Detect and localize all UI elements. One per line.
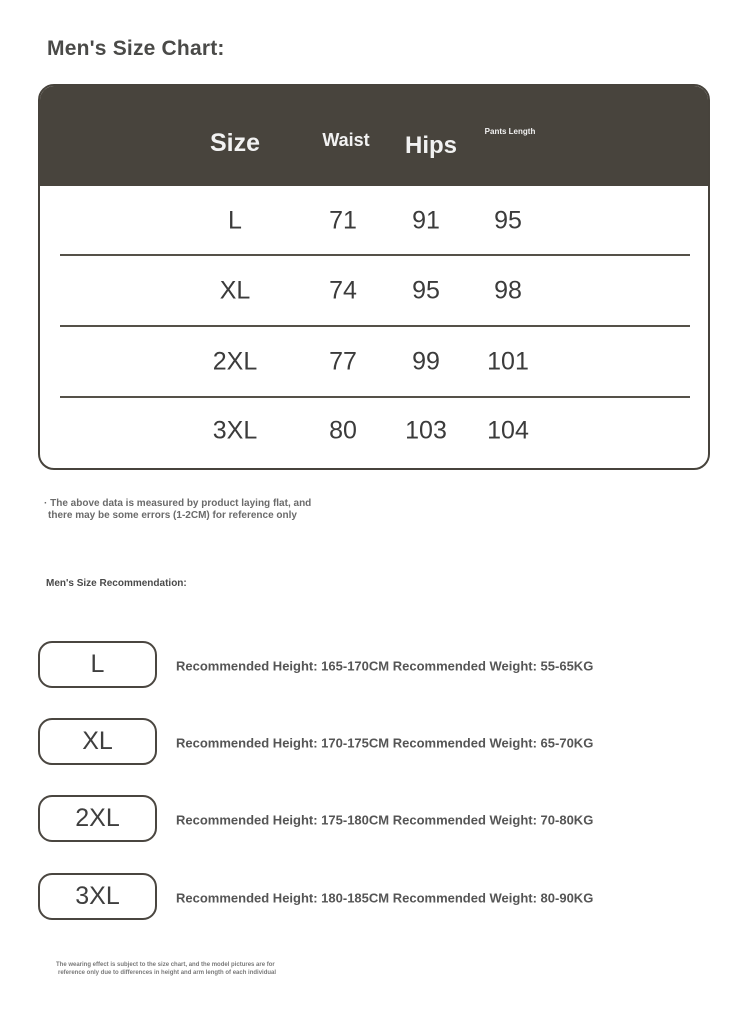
header-hips: Hips xyxy=(404,132,458,159)
recommendation-title: Men's Size Recommendation: xyxy=(46,578,187,589)
recommendation-row xyxy=(38,873,718,923)
footnote xyxy=(56,961,276,977)
table-header xyxy=(40,86,708,186)
size-chart-table xyxy=(38,84,710,470)
cell-pants-length: 98 xyxy=(494,276,522,305)
cell-size: 2XL xyxy=(212,347,258,376)
cell-waist: 74 xyxy=(329,276,357,305)
measurement-note-line: there may be some errors (1-2CM) for reference only xyxy=(48,510,297,521)
header-size: Size xyxy=(209,129,261,157)
header-waist: Waist xyxy=(322,130,370,150)
cell-waist: 71 xyxy=(329,206,357,235)
cell-size: XL xyxy=(219,276,251,305)
footnote-line: The wearing effect is subject to the size chart, and the model pictures are for xyxy=(56,962,275,968)
table-row xyxy=(40,256,708,326)
recommendation-text: Recommended Height: 175-180CM Recommended Weight: 70-80KG xyxy=(176,812,594,828)
cell-hips: 103 xyxy=(405,416,447,445)
cell-pants-length: 101 xyxy=(487,347,529,376)
cell-hips: 95 xyxy=(412,276,440,305)
table-row xyxy=(40,186,708,256)
cell-pants-length: 104 xyxy=(487,416,529,445)
page-title: Men's Size Chart: xyxy=(47,37,225,60)
recommendation-text: Recommended Height: 165-170CM Recommended Weight: 55-65KG xyxy=(176,658,594,674)
recommendation-row xyxy=(38,641,718,691)
cell-hips: 91 xyxy=(412,206,440,235)
size-pill: 3XL xyxy=(38,873,157,920)
cell-size: L xyxy=(228,206,242,235)
cell-hips: 99 xyxy=(412,347,440,376)
header-pants-length: Pants Length xyxy=(484,127,536,136)
table-row xyxy=(40,327,708,397)
measurement-note-line: · The above data is measured by product laying flat, and xyxy=(44,498,312,509)
cell-waist: 77 xyxy=(329,347,357,376)
cell-waist: 80 xyxy=(329,416,357,445)
cell-pants-length: 95 xyxy=(494,206,522,235)
recommendation-row xyxy=(38,718,718,768)
table-row xyxy=(40,396,708,466)
recommendation-row xyxy=(38,795,718,845)
size-pill: XL xyxy=(38,718,157,765)
recommendation-text: Recommended Height: 170-175CM Recommended Weight: 65-70KG xyxy=(176,735,594,751)
recommendation-text: Recommended Height: 180-185CM Recommended Weight: 80-90KG xyxy=(176,890,594,906)
measurement-note xyxy=(44,498,311,522)
size-pill: 2XL xyxy=(38,795,157,842)
size-pill: L xyxy=(38,641,157,688)
cell-size: 3XL xyxy=(212,416,258,445)
footnote-line: reference only due to differences in height and arm length of each individual xyxy=(58,970,277,976)
